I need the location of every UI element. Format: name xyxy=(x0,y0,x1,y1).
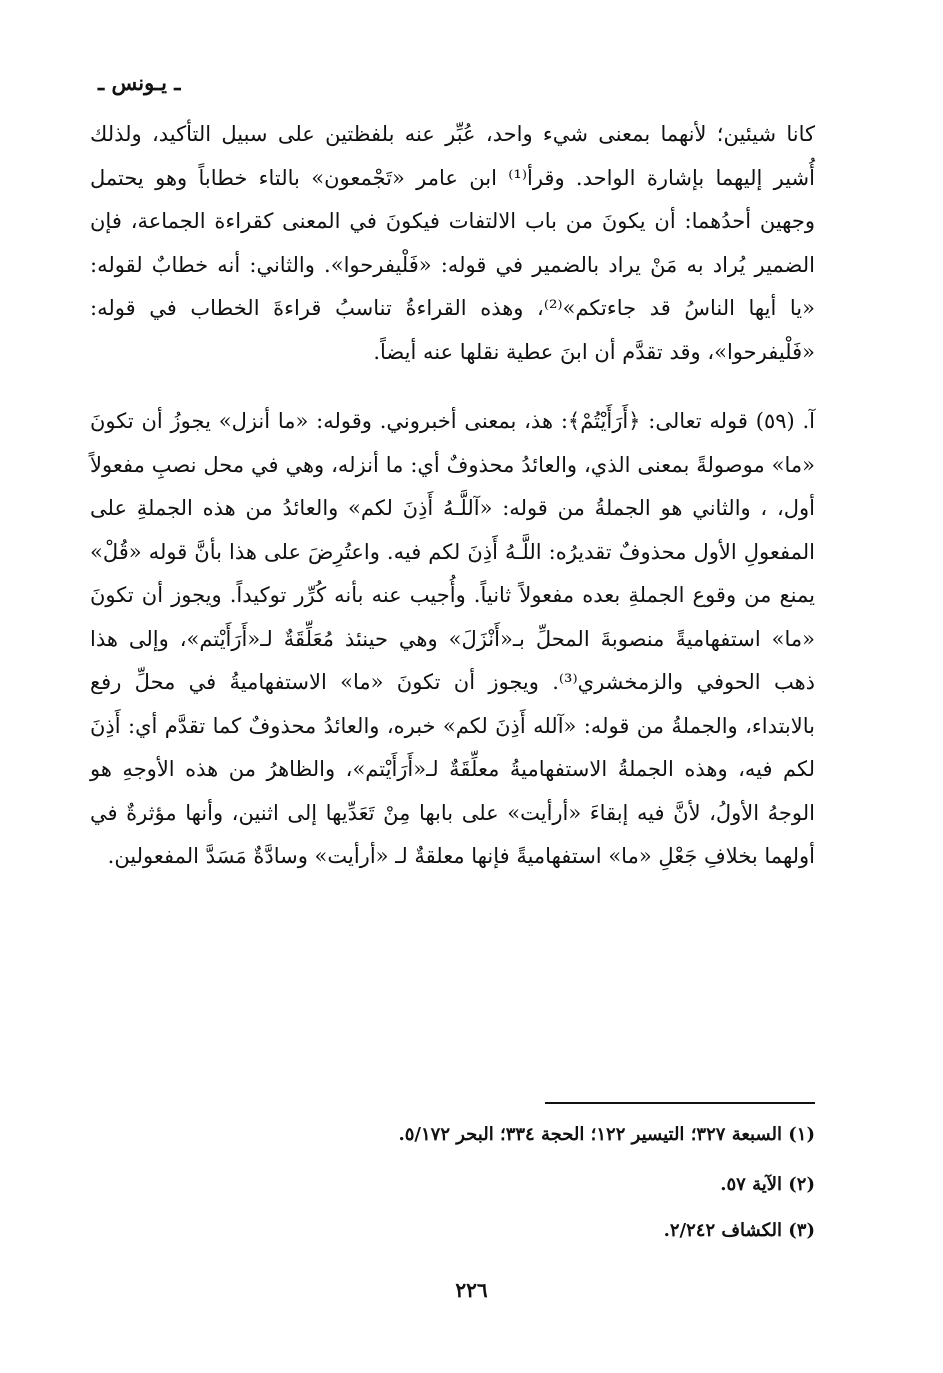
page-number: ٢٢٦ xyxy=(455,1278,488,1302)
paragraph-gap xyxy=(90,374,815,400)
footnote-1: (١) السبعة ٣٢٧؛ التيسير ١٢٢؛ الحجة ٣٣٤؛ البحر ٥/١٧٢. xyxy=(398,1124,815,1145)
page-body xyxy=(90,70,815,879)
paragraph-2: آ. (٥٩) قوله تعالى: ﴿أَرَأَيْتُمْ﴾: هذ، بمعنى أخبروني. وقوله: «ما أنزل» يجوزُ أن تكونَ «ما» موصولةً بمعنى الذي، والعائدُ محذوفٌ أي: ما أنزله، وهي في محل نصبِ مفعولاً أول، ، والثاني هو الجملةُ من قوله: «آللَّـهُ أَذِنَ لكم» والعائدُ من هذه الجملةِ على المفعولِ الأول محذوفٌ تقديرُه: اللَّـهُ أَذِنَ لكم فيه. واعتُرِضَ على هذا بأنَّ قوله «قُلْ» يمنع من وقوع الجملةِ بعده مفعولاً ثانياً. وأُجيب عنه بأنه كُرِّر توكيداً. ويجوز أن تكونَ «ما» استفهاميةً منصوبةَ المحلِّ بـ«أَنْزَلَ» وهي حينئذ مُعَلِّقَةٌ لـ«أَرَأَيْتم»، وإلى هذا ذهب الحوفي والزمخشري⁽³⁾. ويجوز أن تكونَ «ما» الاستفهاميةُ في محلِّ رفع بالابتداء، والجملةُ من قوله: «آلله أَذِنَ لكم» خبره، والعائدُ محذوفٌ كما تقدَّم أي: أَذِنَ لكم فيه، وهذه الجملةُ الاستفهاميةُ معلِّقَةٌ لـ«أَرَأَيْتم»، والظاهرُ من هذه الأوجهِ هو الوجهُ الأولُ، لأنَّ فيه إبقاءَ «أرأيت» على بابها مِنْ تَعَدِّيها إلى اثنين، وأنها مؤثرةٌ في أولهما بخلافِ جَعْلِ «ما» استفهاميةً فإنها معلقةٌ لـ «أرأيت» وسادَّةٌ مَسَدَّ المفعولين. xyxy=(90,409,815,868)
running-head: ـ يـونس ـ xyxy=(98,70,181,95)
footnote-2: (٢) الآية ٥٧. xyxy=(720,1174,815,1195)
footnote-rule xyxy=(545,1102,815,1104)
paragraph-1: كانا شيئين؛ لأنهما بمعنى شيء واحد، عُبِّر عنه بلفظتين على سبيل التأكيد، ولذلك أُشير إليهما بإشارة الواحد. وقرأ⁽¹⁾ ابن عامر «تَجْمعون» بالتاء خطاباً وهو يحتمل وجهين أحدُهما: أن يكونَ من باب الالتفات فيكونَ في المعنى كقراءة الجماعة، فإن الضمير يُراد به مَنْ يراد بالضمير في قوله: «فَلْيفرحوا». والثاني: أنه خطابٌ لقوله: «يا أيها الناسُ قد جاءتكم»⁽²⁾، وهذه القراءةُ تناسبُ قراءةَ الخطاب في قوله: «فَلْيفرحوا»، وقد تقدَّم أن ابنَ عطية نقلها عنه أيضاً. xyxy=(90,122,815,364)
footnote-3: (٣) الكشاف ٢/٢٤٢. xyxy=(663,1220,815,1241)
